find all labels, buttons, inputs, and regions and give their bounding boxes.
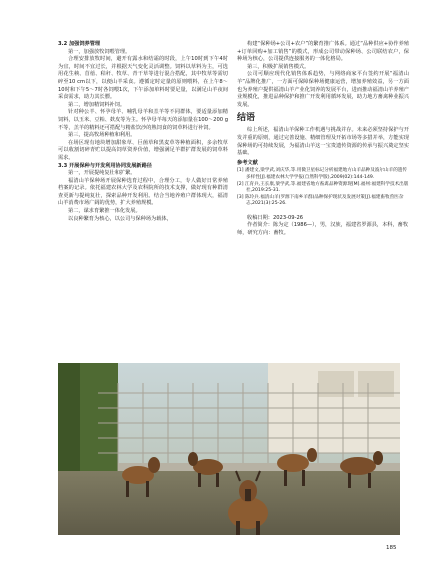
paragraph: 第一，加强放牧饲喂管理。 [68,48,131,55]
reference-item: [3] 陈玲兵.福清山羊(罗源下南乡羊群)品种保护现状及发展对策[J].福建畜牧兽医杂志,2021(3):25-26. [237,194,404,207]
paragraph: 福清山羊保种场开展保种选育过程中，合理分工，专人做好日常养殖档案的记录。依托福建农林大学及农科院所的技术支撑，做好现有种群清查更新与提纯复壮，探索品种开发利用。结合当地养殖户群体现大，福清山羊消费市场广阔的优势，扩大养殖规模。 [58,177,228,207]
right-column [237,41,409,238]
paragraph: 构建“保种场+公司+农户”的繁育推广体系。通过“品种供应+协作养殖+订单回购+加工销售”的模式，形成公司带动保种场、公司联结农户，保种场为核心，公司提供连接服务的一体化格局。 [237,41,409,63]
paragraph: 综上所述，福清山羊保种工作机遇与挑战并存。未来必须坚持保护与开发并重的原则，通过完善设施、精细管理及开拓市场等多措并举，方能实现保种场的可持续发展，为福清山羊这一宝贵遗传资源的传承与振兴奠定坚实基础。 [237,127,409,157]
goats-photo [58,363,400,535]
paragraph: 第一，开展提纯复壮和扩繁。 [68,170,136,177]
section-heading-3-3: 3.3 开展保种与开发利用协同发展新路径 [58,162,152,169]
paragraph: 在场区现有地块增加甜象草、巨菌草和黑麦草等种植面积，多余牧草可以收割切碎青贮以提高饲草资养价值，增强满足羊群扩群发展的饲草料需求。 [58,139,228,161]
paragraph: 第二，谋求育繁推一体化发展。 [68,208,141,215]
received-date: 收稿日期：2023-09-26 [247,214,304,221]
conclusion-heading: 结语 [237,113,256,124]
paragraph: 第三，积极扩展销售模式。 [247,63,310,70]
author-bio: 作者简介：陈为定（1986—），男，汉族，福建省罗源县，本科，畜牧师，研究方向：畜牧。 [237,222,409,237]
left-column [58,41,228,223]
section-heading-3-2: 3.2 加强饲养管理 [58,41,101,47]
paragraph: 第三，提高牧场种植和利用。 [68,132,136,139]
page-number: 185 [386,545,397,551]
paragraph: 公司可顺应现代化销售体系趋势，与网络商家平台签约开展“福清山羊”品牌化推广，一方面可保障保种场健康运营，增加养殖效益，另一方面也为养殖户提供福清山羊产业化饲养的发展平台，进而推动福清山羊养殖产业规模化，推进品种保护和推广开发利用循环发展，助力地方畜禽种业振兴发展。 [237,71,409,108]
paragraph: 第二，增加精饲料补饲。 [68,101,126,108]
paragraph: 以良种繁育为核心，以公司与保种场为载体， [68,215,172,222]
paragraph: 针对种公羊、怀孕母羊、哺乳母羊和羔羊等不同群体，要适量添加精饲料，以玉米、豆粕、麸皮等为主。怀孕母羊每天的添加量在100～200 g不等，羔羊的精料还可搭配与精盐饮沙的熟饲食的饲草料进行补饲。 [58,109,228,131]
reference-item: [2] 江育兵,王长康,梁学武,等.福建省地方畜禽品种资源现[M].福州:福建科学技术出版社,2019:25-31. [237,181,409,194]
paragraph: 合理安排放牧时间，避开有露水和结霜的时段，上午10时到下午4时为宜，时间不宜过长，并根据天气变化灵活调整。饲料以草料为主，可选用花生秧、苜蓿、秸秆、牧草、青干草等进行混合搭配，其中牧草等需切碎至10 cm以下，以便山羊采食。遵循定时定量的原则喂料，在上午8～10时和下午5～7时各饲喂1次，下午添加单料时要足量，以满足山羊夜间采食需求，助力其长膘。 [58,56,228,101]
references-heading: 参考文献 [237,159,258,166]
goats-pen-illustration [58,363,400,535]
spacer [237,208,409,215]
reference-item: [1] 潘建文,梁学武,刘庆华,等.用微卫星标记分析福建地方山羊品种及波尔山羊的遗传多样性[J].福建农林大学学报(自然科学版),2009(02):144-149. [237,168,407,180]
